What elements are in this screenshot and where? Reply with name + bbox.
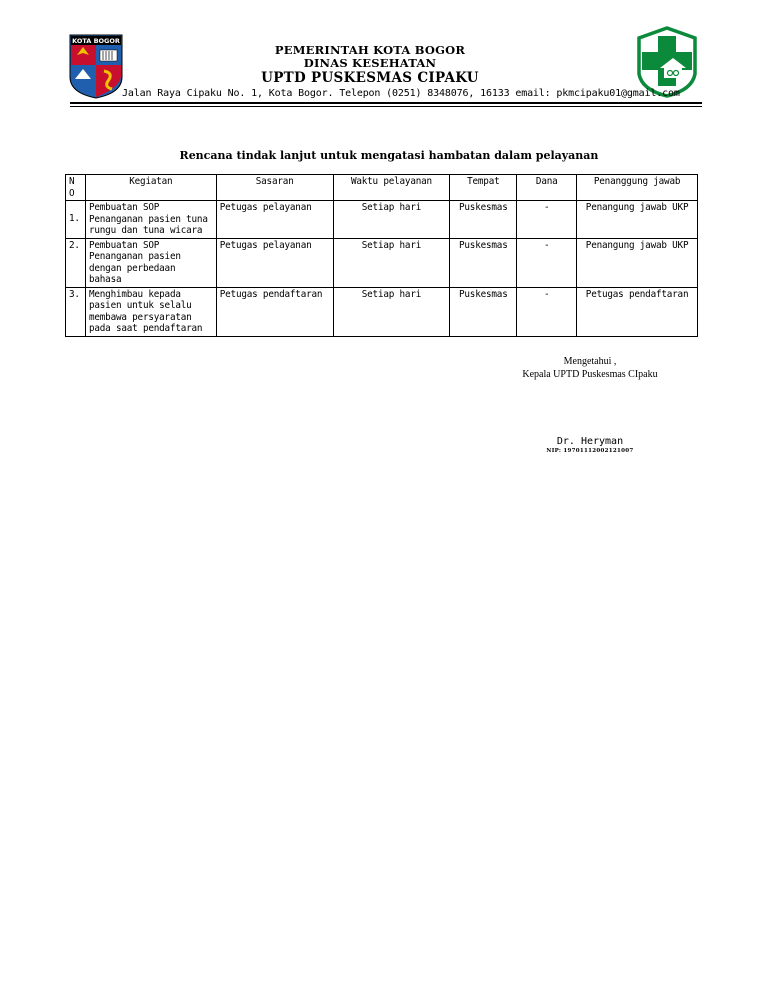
signature-block — [500, 355, 680, 381]
row-target: Petugas pelayanan — [216, 201, 333, 239]
svg-text:KOTA BOGOR: KOTA BOGOR — [72, 37, 120, 45]
row-fund: - — [517, 238, 577, 287]
row-time: Setiap hari — [333, 238, 450, 287]
table-row — [66, 287, 698, 336]
row-fund: - — [517, 201, 577, 239]
row-place: Puskesmas — [450, 201, 517, 239]
signatory-name: Dr. Heryman — [556, 436, 624, 447]
office-name: UPTD PUSKESMAS CIPAKU — [261, 70, 479, 86]
row-responsible: Penangung jawab UKP — [577, 238, 698, 287]
table-row — [66, 201, 698, 239]
col-header-target: Sasaran — [216, 175, 333, 201]
header-rule-thin — [70, 106, 702, 107]
signatory-position: Kepala UPTD Puskesmas CIpaku — [522, 369, 658, 380]
col-header-activity: Kegiatan — [85, 175, 216, 201]
row-number: 1. — [66, 201, 86, 239]
table-row — [66, 238, 698, 287]
row-responsible: Penangung jawab UKP — [577, 201, 698, 239]
office-address: Jalan Raya Cipaku No. 1, Kota Bogor. Telepon (0251) 8348076, 16133 email: pkmcipaku01@gmail.com — [122, 88, 680, 99]
row-fund: - — [517, 287, 577, 336]
header-rule — [70, 102, 702, 104]
document-title: Rencana tindak lanjut untuk mengatasi hambatan dalam pelayanan — [179, 149, 599, 162]
kota-bogor-logo — [68, 33, 124, 99]
row-number: 3. — [66, 287, 86, 336]
row-activity: Menghimbau kepada pasien untuk selalu membawa persyaratan pada saat pendaftaran — [85, 287, 216, 336]
row-activity: Pembuatan SOP Penanganan pasien dengan perbedaan bahasa — [85, 238, 216, 287]
acknowledged-label: Mengetahui , — [563, 356, 617, 367]
department-name: DINAS KESEHATAN — [303, 56, 437, 70]
letterhead — [120, 44, 620, 86]
col-header-place: Tempat — [450, 175, 517, 201]
action-plan-table — [65, 174, 698, 337]
row-activity: Pembuatan SOP Penanganan pasien tuna rungu dan tuna wicara — [85, 201, 216, 239]
government-name: PEMERINTAH KOTA BOGOR — [274, 43, 466, 57]
col-header-no: N O — [66, 175, 86, 201]
row-place: Puskesmas — [450, 287, 517, 336]
row-place: Puskesmas — [450, 238, 517, 287]
row-time: Setiap hari — [333, 287, 450, 336]
signatory-nip: NIP: 19701112002121007 — [546, 448, 634, 454]
row-number: 2. — [66, 238, 86, 287]
col-header-responsible: Penanggung jawab — [577, 175, 698, 201]
row-responsible: Petugas pendaftaran — [577, 287, 698, 336]
table-header-row — [66, 175, 698, 201]
row-target: Petugas pendaftaran — [216, 287, 333, 336]
row-time: Setiap hari — [333, 201, 450, 239]
col-header-fund: Dana — [517, 175, 577, 201]
col-header-time: Waktu pelayanan — [333, 175, 450, 201]
row-target: Petugas pelayanan — [216, 238, 333, 287]
